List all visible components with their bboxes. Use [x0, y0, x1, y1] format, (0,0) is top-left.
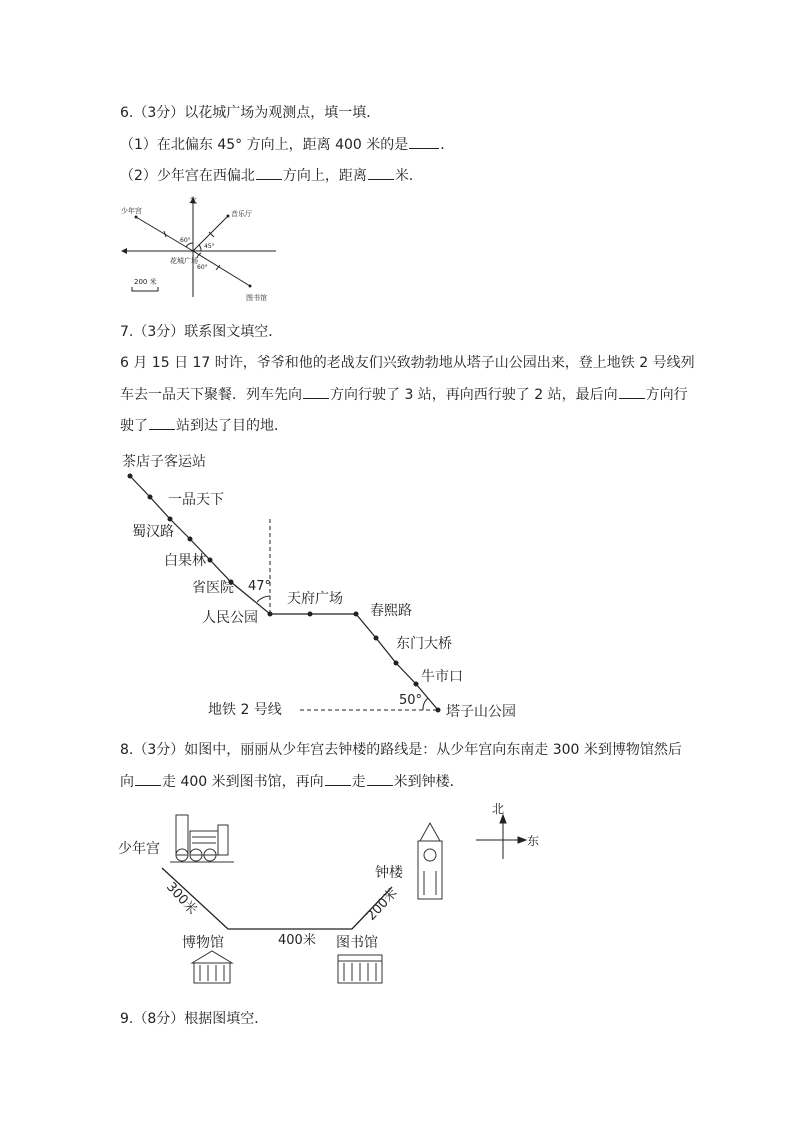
q8-fig-youth-palace: 少年宫 [118, 841, 160, 857]
q7-station-dot [128, 474, 133, 479]
q6-fig-concert-hall: 音乐厅 [231, 210, 252, 218]
q7-angle-50: 50° [399, 693, 423, 708]
q7-l3b: 站到达了目的地． [176, 418, 288, 434]
q7-blank-2[interactable] [619, 384, 645, 399]
q6-fig-angle-60-top: 60° [180, 237, 191, 244]
q6-fig-angle-60-bottom: 60° [197, 264, 208, 271]
q8-fig-d3: 200米 [363, 885, 401, 924]
q8-fig-d2: 400米 [278, 933, 316, 948]
q7-station-dot [308, 612, 313, 617]
library-icon [338, 955, 382, 983]
q7-station-dot [188, 537, 193, 542]
q7-line1: 6 月 15 日 17 时许，爷爷和他的老战友们兴致勃勃地从塔子山公园出来，登上地铁 2 号线列 [120, 355, 695, 371]
q7-station-dot [394, 661, 399, 666]
q7-blank-3[interactable] [149, 415, 175, 430]
q6-fig-youth-palace: 少年宫 [121, 207, 142, 215]
q8-l2a: 向 [120, 774, 134, 790]
youth-palace-icon [170, 815, 234, 862]
q6-fig-scale-bar [132, 287, 158, 291]
q7-station-dot [414, 682, 419, 687]
q7-metro-figure [110, 445, 550, 730]
q6-p2-pre: （2）少年宫在西偏北 [120, 168, 255, 184]
q7-station-dot [168, 517, 173, 522]
q8-blank-3[interactable] [367, 771, 393, 786]
q6-p1-pre: （1）在北偏东 45° 方向上，距离 400 米的是 [120, 137, 409, 153]
q7-blank-1[interactable] [303, 384, 329, 399]
q6-part1 [120, 134, 454, 155]
q8-blank-2[interactable] [325, 771, 351, 786]
q8-route-path [162, 868, 392, 929]
q7-station-s1: 茶店子客运站 [122, 454, 206, 470]
q7-station-dot [268, 612, 273, 617]
museum-icon [192, 951, 232, 983]
q8-route-figure [110, 795, 550, 995]
q7-station-s4: 白果林 [164, 553, 206, 569]
q7-line-name: 地铁 2 号线 [208, 702, 282, 718]
q6-blank-1[interactable] [409, 134, 439, 149]
q6-title: 6.（3分）以花城广场为观测点，填一填． [120, 105, 381, 121]
clock-tower-icon [418, 823, 442, 899]
q8-fig-clock-tower: 钟楼 [375, 865, 403, 881]
q7-angle-47: 47° [248, 579, 272, 594]
q7-station-s6: 人民公园 [202, 610, 258, 626]
q6-p2-post: 米． [394, 168, 423, 184]
q7-station-s9: 东门大桥 [396, 636, 452, 652]
q7-title: 7.（3分）联系图文填空． [120, 324, 283, 340]
q8-compass [476, 815, 526, 859]
q7-line3 [120, 415, 288, 436]
q6-fig-center: 花城广场 [170, 257, 198, 265]
q7-station-s2: 一品天下 [168, 492, 224, 508]
q8-blank-1[interactable] [135, 771, 161, 786]
q8-line2 [120, 771, 464, 792]
q7-l2b: 方向行驶了 3 站，再向西行驶了 2 站，最后向 [330, 387, 618, 403]
q7-station-dot [436, 708, 441, 713]
q7-station-s11: 塔子山公园 [446, 704, 516, 720]
q7-station-s8: 春熙路 [370, 603, 412, 619]
q6-fig-angle-45: 45° [204, 243, 215, 250]
q8-fig-north: 北 [492, 802, 505, 816]
q7-station-dot [354, 612, 359, 617]
q7-station-dot [374, 636, 379, 641]
q6-part2 [120, 165, 423, 186]
q6-fig-scale-label: 200 米 [134, 278, 157, 286]
q7-l3a: 驶了 [120, 418, 148, 434]
q9-title: 9.（8分）根据图填空． [120, 1011, 269, 1027]
q8-l2c: 走 [351, 774, 366, 790]
q6-fig-north: 北 [189, 196, 197, 205]
q7-station-s5: 省医院 [192, 580, 234, 596]
q7-station-dot [148, 495, 153, 500]
q8-fig-east: 东 [527, 834, 540, 848]
q8-fig-d1: 300米 [163, 879, 200, 918]
q7-station-s3: 蜀汉路 [132, 524, 174, 540]
q6-blank-3[interactable] [368, 165, 394, 180]
q7-metro-line-2 [130, 476, 438, 710]
q8-fig-library: 图书馆 [336, 935, 378, 951]
q6-p1-post: ． [440, 137, 455, 153]
q6-p2-mid: 方向上，距离 [282, 168, 367, 184]
q7-station-s7: 天府广场 [287, 591, 343, 607]
q6-fig-library: 图书馆 [246, 294, 267, 302]
q7-station-s10: 牛市口 [421, 669, 463, 685]
q7-l2a: 车去一品天下聚餐．列车先向 [120, 387, 302, 403]
q6-compass-figure [118, 192, 278, 307]
q8-l2b: 走 400 米到图书馆，再向 [162, 774, 324, 790]
q7-line2 [120, 384, 688, 405]
q8-l2d: 米到钟楼． [393, 774, 464, 790]
q6-blank-2[interactable] [256, 165, 282, 180]
q8-fig-museum: 博物馆 [182, 935, 224, 951]
q7-l2c: 方向行 [645, 387, 688, 403]
q8-line1: 8.（3分）如图中，丽丽从少年宫去钟楼的路线是：从少年宫向东南走 300 米到博物馆然后 [120, 742, 682, 758]
q7-station-dot [208, 558, 213, 563]
